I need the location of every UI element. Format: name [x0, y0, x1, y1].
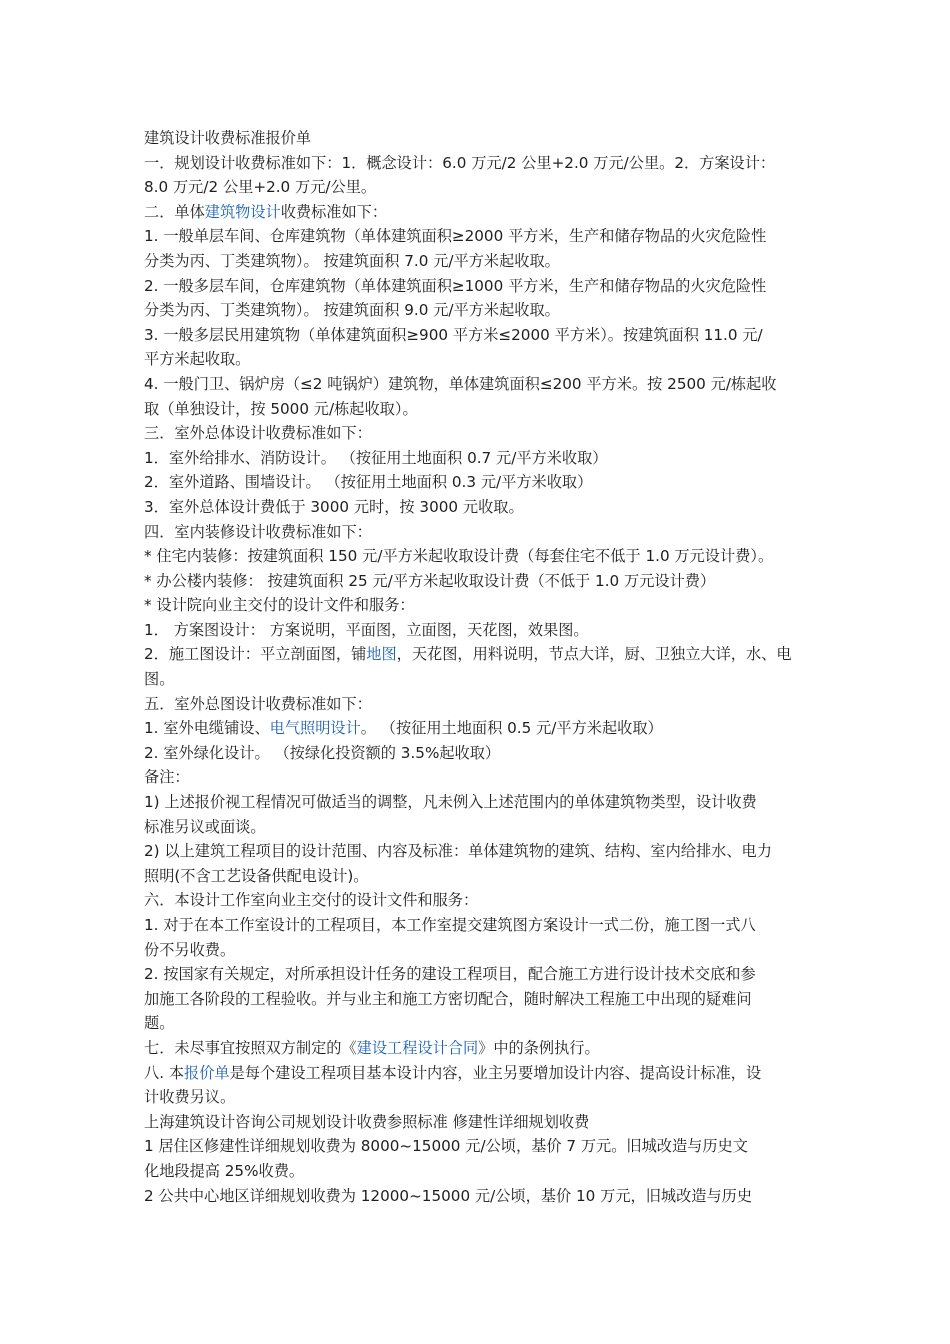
text-line: 4. 一般门卫、锅炉房（≤2 吨锅炉）建筑物，单体建筑面积≤200 平方米。按 2500 元/栋起收 [144, 374, 777, 393]
text-line: 2. 按国家有关规定，对所承担设计任务的建设工程项目，配合施工方进行设计技术交底和参 [144, 965, 756, 984]
section-heading: 三．室外总体设计收费标准如下： [144, 424, 372, 443]
text-line: 8.0 万元/2 公里+2.0 万元/公里。 [144, 178, 377, 197]
section-heading: 四．室内装修设计收费标准如下： [144, 522, 372, 541]
text-line: 化地段提高 25%收费。 [144, 1161, 305, 1180]
text-line: 计收费另议。 [144, 1088, 236, 1107]
text-line: 2．施工图设计：平立剖面图，铺地图，天花图，用料说明，节点大详，厨、卫独立大详，水、电 [144, 645, 792, 664]
text-line: 平方米起收取。 [144, 350, 251, 369]
text-line: 3．室外总体设计费低于 3000 元时，按 3000 元收取。 [144, 497, 524, 516]
text-line: 题。 [144, 1014, 175, 1033]
text-line: 1) 上述报价视工程情况可做适当的调整，凡未例入上述范围内的单体建筑物类型，设计收费 [144, 793, 757, 812]
text-line: 标准另议或面谈。 [144, 817, 266, 836]
text-line: 分类为丙、丁类建筑物）。 按建筑面积 7.0 元/平方米起收取。 [144, 251, 560, 270]
text-line: 1. 室外电缆铺设、电气照明设计。 （按征用土地面积 0.5 元/平方米起收取） [144, 719, 663, 738]
link-map[interactable]: 地图 [366, 645, 397, 664]
text-line: 图。 [144, 670, 175, 689]
text-line: 3. 一般多层民用建筑物（单体建筑面积≥900 平方米≤2000 平方米）。按建筑面积 11.0 元/ [144, 325, 763, 344]
text-line: 分类为丙、丁类建筑物）。 按建筑面积 9.0 元/平方米起收取。 [144, 301, 560, 320]
text-line: 备注： [144, 768, 190, 787]
text-line: 1 居住区修建性详细规划收费为 8000~15000 元/公顷，基价 7 万元。旧城改造与历史文 [144, 1137, 748, 1156]
text-line: 一．规划设计收费标准如下：1．概念设计：6.0 万元/2 公里+2.0 万元/公里。2．方案设计： [144, 153, 776, 172]
document-body [144, 126, 824, 1208]
link-design-contract[interactable]: 建设工程设计合同 [356, 1038, 479, 1057]
text-line: 1． 方案图设计： 方案说明，平面图，立面图，天花图，效果图。 [144, 620, 589, 639]
link-building-design[interactable]: 建筑物设计 [204, 202, 281, 221]
text-line: * 办公楼内装修： 按建筑面积 25 元/平方米起收取设计费（不低于 1.0 万元设计费） [144, 571, 716, 590]
section-heading: 八. 本报价单是每个建设工程项目基本设计内容，业主另要增加设计内容、提高设计标准，设 [144, 1063, 762, 1082]
text-line: * 住宅内装修：按建筑面积 150 元/平方米起收取设计费（每套住宅不低于 1.0 万元设计费）。 [144, 547, 774, 566]
section-heading: 六．本设计工作室向业主交付的设计文件和服务： [144, 891, 479, 910]
text-line: 1. 一般单层车间、仓库建筑物（单体建筑面积≥2000 平方米，生产和储存物品的火灾危险性 [144, 227, 767, 246]
section-heading: 二．单体建筑物设计收费标准如下： [144, 202, 387, 221]
text-line: 加施工各阶段的工程验收。并与业主和施工方密切配合，随时解决工程施工中出现的疑难问 [144, 989, 752, 1008]
section-heading: 五．室外总图设计收费标准如下： [144, 694, 372, 713]
text-line: 取（单独设计，按 5000 元/栋起收取）。 [144, 399, 418, 418]
text-line: 2. 一般多层车间，仓库建筑物（单体建筑面积≥1000 平方米，生产和储存物品的火灾危险性 [144, 276, 767, 295]
section-heading: 七．未尽事宜按照双方制定的《建设工程设计合同》中的条例执行。 [144, 1038, 600, 1057]
text-line: 1．室外给排水、消防设计。 （按征用土地面积 0.7 元/平方米收取） [144, 448, 608, 467]
link-electrical-lighting-design[interactable]: 电气照明设计 [269, 719, 361, 738]
text-line: 份不另收费。 [144, 940, 236, 959]
text-line: * 设计院向业主交付的设计文件和服务： [144, 596, 415, 615]
text-line: 1. 对于在本工作室设计的工程项目，本工作室提交建筑图方案设计一式二份，施工图一式八 [144, 916, 756, 934]
doc-title: 建筑设计收费标准报价单 [144, 129, 312, 147]
text-line: 2 公共中心地区详细规划收费为 12000~15000 元/公顷，基价 10 万元，旧城改造与历史 [144, 1186, 753, 1205]
text-line: 2) 以上建筑工程项目的设计范围、内容及标准：单体建筑物的建筑、结构、室内给排水、电力 [144, 842, 772, 861]
link-quotation[interactable]: 报价单 [184, 1063, 230, 1082]
text-line: 2. 室外绿化设计。 （按绿化投资额的 3.5%起收取） [144, 743, 501, 762]
section-heading: 上海建筑设计咨询公司规划设计收费参照标准 修建性详细规划收费 [144, 1112, 590, 1131]
text-line: 2．室外道路、围墙设计。 （按征用土地面积 0.3 元/平方米收取） [144, 473, 593, 492]
text-line: 照明(不含工艺设备供配电设计)。 [144, 866, 369, 885]
